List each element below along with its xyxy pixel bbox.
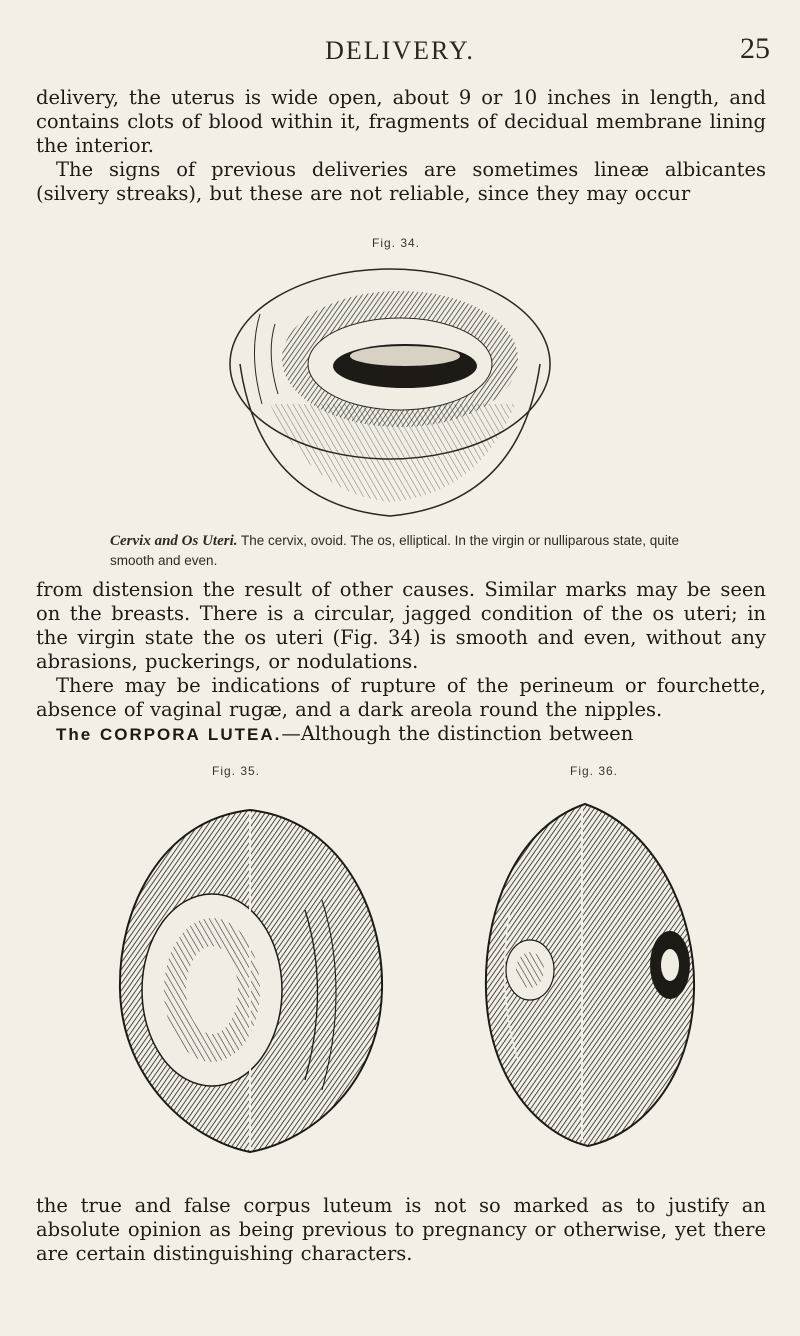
running-head: DELIVERY. (325, 36, 475, 65)
paragraph-delivery: delivery, the uterus is wide open, about 9 or 10 inches in length, and contains clots of blood within it, fragments of decidual membrane lining the interior. (36, 86, 766, 157)
figure-34-cervix-illustration (200, 254, 570, 529)
page-header (0, 32, 800, 76)
paragraph-corpora-lutea (36, 722, 766, 747)
corpora-lutea-heading: The CORPORA LUTEA. (56, 725, 282, 744)
figure-36-label: Fig. 36. (570, 764, 619, 778)
paragraph-indications: There may be indications of rupture of the perineum or fourchette, absence of vaginal rugæ, and a dark areola round the nipples. (36, 674, 766, 721)
figure-34-caption-text: The cervix, ovoid. The os, elliptical. In the virgin or nulliparous state, quite smooth and even. (110, 533, 679, 568)
paragraph-true-false-corpus-luteum: the true and false corpus luteum is not so marked as to justify an absolute opinion as being previous to pregnancy or otherwise, yet there are certain distinguishing characters. (36, 1194, 766, 1265)
figure-34-caption-title: Cervix and Os Uteri. (110, 533, 238, 549)
figure-34-caption (110, 531, 690, 570)
page-number: 25 (740, 32, 770, 65)
figure-34-label: Fig. 34. (372, 236, 421, 250)
paragraph-distension: from distension the result of other causes. Similar marks may be seen on the breasts. There is a circular, jagged condition of the os uteri; in the virgin state the os uteri (Fig. 34) is smooth and even, without any abrasions, puckerings, or nodulations. (36, 578, 766, 673)
figure-35-label: Fig. 35. (212, 764, 261, 778)
figure-36-corpus-luteum-illustration (470, 790, 710, 1155)
corpora-lutea-text: —Although the distinction between (281, 722, 634, 745)
paragraph-previous-deliveries: The signs of previous deliveries are sometimes lineæ albicantes (silvery streaks), but these are not reliable, since they may occur (36, 158, 766, 205)
figure-35-corpus-luteum-illustration (100, 790, 400, 1160)
